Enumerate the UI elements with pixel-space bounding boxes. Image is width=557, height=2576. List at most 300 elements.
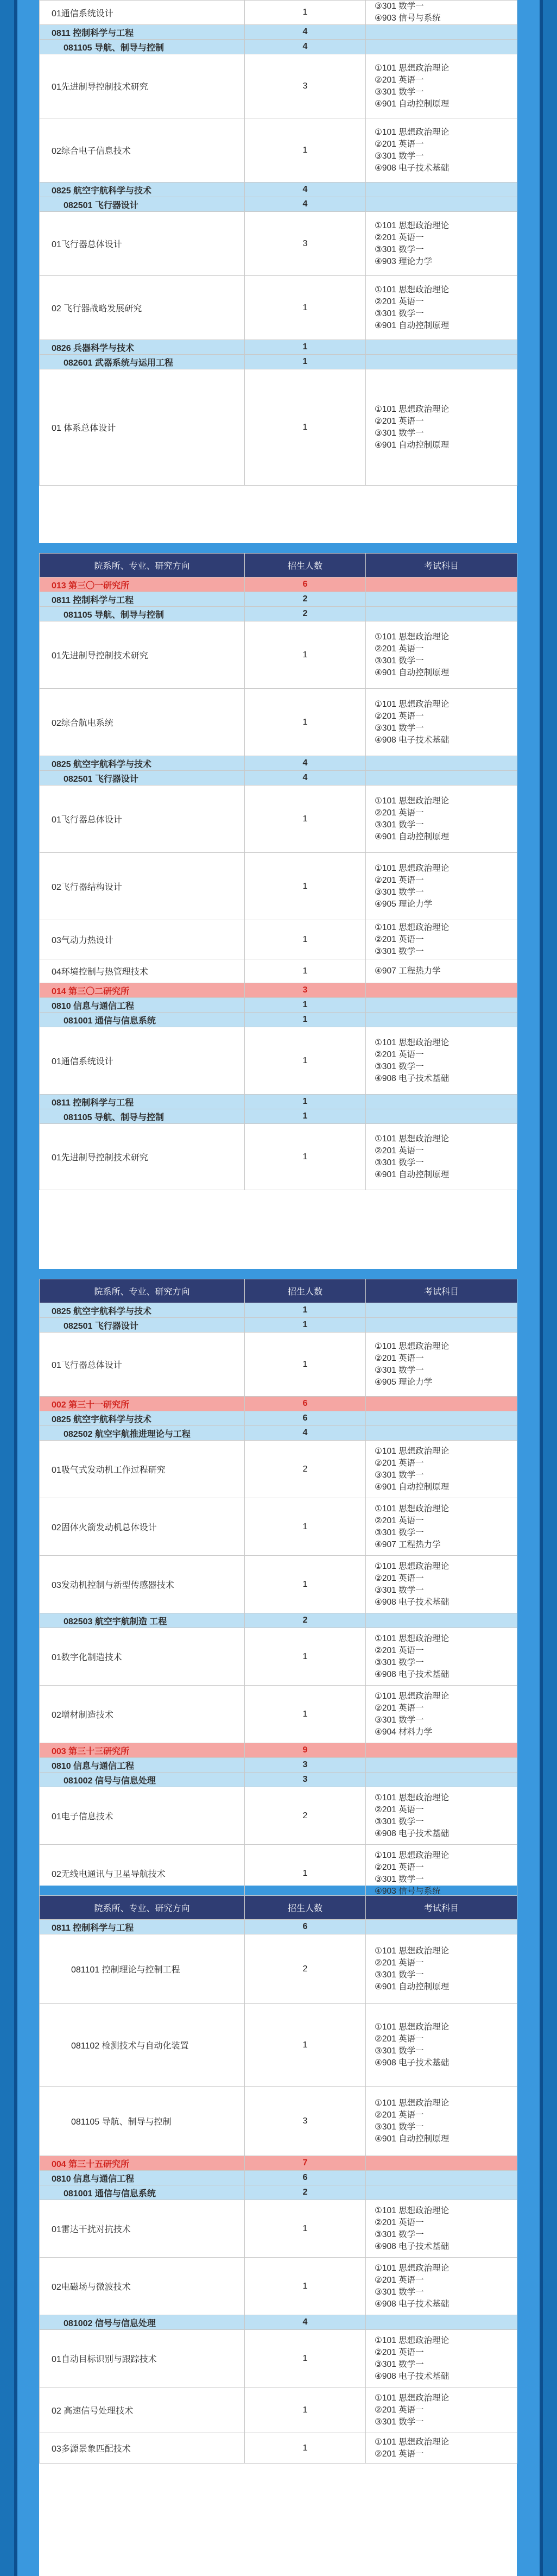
exam-subject: ②201 英语一	[375, 1645, 424, 1655]
exam-subject: ③301 数学一	[375, 2229, 424, 2239]
table-row	[40, 621, 517, 689]
exam-subject: ①101 思想政治理论	[375, 2335, 450, 2345]
exam-subject: ②201 英语一	[375, 233, 424, 242]
exam-subject: ①101 思想政治理论	[375, 1946, 450, 1956]
exam-subject: ④903 信号与系统	[375, 14, 441, 23]
exam-subject: ②201 英语一	[375, 1458, 424, 1468]
column-header-col2: 招生人数	[245, 554, 366, 577]
exam-subject: ③301 数学一	[375, 1817, 424, 1826]
enrollment-count: 4	[245, 756, 366, 771]
program-name: 0810 信息与通信工程	[40, 2171, 245, 2185]
program-name: 01先进制导控制技术研究	[40, 621, 245, 689]
table-row	[40, 1613, 517, 1628]
exam-subject: ②201 英语一	[375, 644, 424, 654]
exam-subject: ①101 思想政治理论	[375, 1446, 450, 1456]
enrollment-count: 3	[245, 54, 366, 118]
enrollment-count: 1	[245, 1628, 366, 1686]
exam-subject: ④908 电子技术基础	[375, 1669, 450, 1679]
table-row	[40, 1556, 517, 1613]
table-panel	[39, 553, 517, 1269]
exam-subject: ①101 思想政治理论	[375, 2437, 450, 2447]
enrollment-count: 1	[245, 276, 366, 340]
enrollment-count: 9	[245, 1743, 366, 1758]
exam-subject: ④908 电子技术基础	[375, 2299, 450, 2309]
table-row	[40, 1, 517, 25]
enrollment-count: 3	[245, 2087, 366, 2156]
column-header-col3: 考试科目	[366, 1896, 517, 1920]
exam-subjects	[366, 1095, 517, 1109]
program-name: 081105 导航、制导与控制	[40, 1109, 245, 1124]
program-name: 0811 控制科学与工程	[40, 1095, 245, 1109]
exam-subject: ③301 数学一	[375, 723, 424, 733]
exam-subject: ②201 英语一	[375, 1516, 424, 1525]
table-row	[40, 118, 517, 183]
program-name: 01数字化制造技术	[40, 1628, 245, 1686]
exam-subjects	[366, 2171, 517, 2185]
program-name: 01吸气式发动机工作过程研究	[40, 1441, 245, 1498]
exam-subject: ③301 数学一	[375, 1158, 424, 1167]
enrollment-count: 1	[245, 1109, 366, 1124]
enrollment-count: 1	[245, 1, 366, 25]
enrollment-count: 1	[245, 2330, 366, 2387]
program-name: 01先进制导控制技术研究	[40, 1124, 245, 1190]
enrollment-count: 2	[245, 592, 366, 607]
exam-subjects	[366, 920, 517, 959]
exam-subjects	[366, 1845, 517, 1902]
table-panel	[39, 1279, 517, 1896]
program-name: 013 第三〇一研究所	[40, 577, 245, 592]
exam-subject: ③301 数学一	[375, 428, 424, 438]
program-name: 01雷达干扰对抗技术	[40, 2200, 245, 2258]
program-name: 081105 导航、制导与控制	[40, 2087, 245, 2156]
exam-subject: ③301 数学一	[375, 2, 424, 11]
exam-subject: ①101 思想政治理论	[375, 1793, 450, 1802]
program-name: 082501 飞行器设计	[40, 1318, 245, 1333]
table-row	[40, 2315, 517, 2330]
table-row	[40, 2387, 517, 2433]
column-header-col1: 院系所、专业、研究方向	[40, 1279, 245, 1303]
table-row	[40, 1013, 517, 1027]
table-row	[40, 2171, 517, 2185]
exam-subjects	[366, 2200, 517, 2258]
program-name: 03气动力热设计	[40, 920, 245, 959]
enrollment-count: 1	[245, 621, 366, 689]
exam-subjects	[366, 1934, 517, 2004]
exam-subjects	[366, 1498, 517, 1556]
table-row	[40, 355, 517, 369]
exam-subject: ①101 思想政治理论	[375, 404, 450, 414]
exam-subjects	[366, 2330, 517, 2387]
exam-subject: ②201 英语一	[375, 1703, 424, 1713]
table-row	[40, 592, 517, 607]
exam-subject: ③301 数学一	[375, 1061, 424, 1071]
exam-subjects	[366, 1758, 517, 1773]
table-row	[40, 1743, 517, 1758]
exam-subject: ②201 英语一	[375, 2275, 424, 2285]
exam-subject: ②201 英语一	[375, 1146, 424, 1155]
exam-subject: ④907 工程热力学	[375, 966, 441, 976]
table-row	[40, 1333, 517, 1397]
program-name: 0825 航空宇航科学与技术	[40, 1411, 245, 1426]
program-name: 0825 航空宇航科学与技术	[40, 183, 245, 197]
table-row	[40, 1095, 517, 1109]
exam-subjects	[366, 2004, 517, 2087]
table-row	[40, 1628, 517, 1686]
program-name: 02飞行器结构设计	[40, 853, 245, 920]
exam-subject: ②201 英语一	[375, 875, 424, 885]
exam-subject: ①101 思想政治理论	[375, 1691, 450, 1701]
exam-subject: ②201 英语一	[375, 2110, 424, 2120]
admission-table	[39, 553, 517, 1190]
exam-subjects	[366, 1743, 517, 1758]
program-name: 081102 检测技术与自动化装置	[40, 2004, 245, 2087]
program-name: 002 第三十一研究所	[40, 1397, 245, 1411]
table-header-row	[40, 1279, 517, 1303]
exam-subject: ②201 英语一	[375, 711, 424, 721]
table-row	[40, 756, 517, 771]
exam-subjects	[366, 959, 517, 983]
exam-subjects	[366, 2258, 517, 2315]
program-name: 0810 信息与通信工程	[40, 1758, 245, 1773]
enrollment-count: 1	[245, 2004, 366, 2087]
program-name: 081101 控制理论与控制工程	[40, 1934, 245, 2004]
program-name: 081105 导航、制导与控制	[40, 40, 245, 54]
exam-subjects	[366, 2433, 517, 2464]
exam-subject: ③301 数学一	[375, 887, 424, 897]
program-name: 01飞行器总体设计	[40, 212, 245, 276]
table-panel	[39, 1895, 517, 2576]
program-name: 02无线电通讯与卫星导航技术	[40, 1845, 245, 1902]
exam-subject: ④903 理论力学	[375, 256, 433, 266]
exam-subject: ④905 理论力学	[375, 899, 433, 909]
exam-subjects	[366, 2185, 517, 2200]
exam-subjects	[366, 607, 517, 621]
exam-subject: ④904 材料力学	[375, 1727, 433, 1737]
admission-table	[39, 1895, 517, 2464]
program-name: 02固体火箭发动机总体设计	[40, 1498, 245, 1556]
table-row	[40, 276, 517, 340]
table-row	[40, 212, 517, 276]
exam-subject: ③301 数学一	[375, 1715, 424, 1725]
column-header-col1: 院系所、专业、研究方向	[40, 554, 245, 577]
table-row	[40, 1787, 517, 1845]
exam-subject: ①101 思想政治理论	[375, 2206, 450, 2215]
column-header-col2: 招生人数	[245, 1896, 366, 1920]
exam-subjects	[366, 1773, 517, 1787]
enrollment-count: 1	[245, 1095, 366, 1109]
exam-subject: ②201 英语一	[375, 1958, 424, 1968]
enrollment-count: 1	[245, 786, 366, 853]
exam-subject: ④901 自动控制原理	[375, 1170, 450, 1179]
exam-subject: ②201 英语一	[375, 1805, 424, 1814]
exam-subjects	[366, 1397, 517, 1411]
enrollment-count: 1	[245, 2387, 366, 2433]
exam-subjects	[366, 1441, 517, 1498]
exam-subject: ④905 理论力学	[375, 1377, 433, 1387]
table-row	[40, 54, 517, 118]
exam-subject: ①101 思想政治理论	[375, 1134, 450, 1144]
exam-subjects	[366, 1027, 517, 1095]
enrollment-count: 1	[245, 118, 366, 183]
enrollment-count: 1	[245, 1124, 366, 1190]
program-name: 082502 航空宇航推进理论与工程	[40, 1426, 245, 1441]
enrollment-count: 1	[245, 1845, 366, 1902]
exam-subject: ④901 自动控制原理	[375, 99, 450, 109]
exam-subject: ③301 数学一	[375, 1470, 424, 1480]
exam-subject: ④908 电子技术基础	[375, 1597, 450, 1607]
column-header-col2: 招生人数	[245, 1279, 366, 1303]
table-row	[40, 1498, 517, 1556]
exam-subjects	[366, 756, 517, 771]
enrollment-count: 1	[245, 1303, 366, 1318]
program-name: 01飞行器总体设计	[40, 786, 245, 853]
enrollment-count: 4	[245, 197, 366, 212]
exam-subject: ③301 数学一	[375, 2287, 424, 2297]
exam-subject: ②201 英语一	[375, 1862, 424, 1872]
enrollment-count: 1	[245, 1333, 366, 1397]
exam-subjects	[366, 183, 517, 197]
exam-subject: ②201 英语一	[375, 75, 424, 85]
exam-subject: ④908 电子技术基础	[375, 2058, 450, 2068]
exam-subject: ③301 数学一	[375, 820, 424, 830]
table-row	[40, 1441, 517, 1498]
exam-subject: ①101 思想政治理论	[375, 285, 450, 294]
exam-subjects	[366, 54, 517, 118]
exam-subject: ③301 数学一	[375, 1874, 424, 1884]
table-row	[40, 2200, 517, 2258]
exam-subjects	[366, 1333, 517, 1397]
program-name: 003 第三十三研究所	[40, 1743, 245, 1758]
exam-subject: ①101 思想政治理论	[375, 127, 450, 137]
exam-subject: ②201 英语一	[375, 139, 424, 149]
exam-subject: ①101 思想政治理论	[375, 63, 450, 73]
program-name: 004 第三十五研究所	[40, 2156, 245, 2171]
exam-subjects	[366, 1628, 517, 1686]
exam-subjects	[366, 983, 517, 998]
exam-subjects	[366, 786, 517, 853]
table-row	[40, 1934, 517, 2004]
enrollment-count: 4	[245, 771, 366, 786]
enrollment-count: 1	[245, 1686, 366, 1743]
table-row	[40, 1303, 517, 1318]
program-name: 01自动目标识别与跟踪技术	[40, 2330, 245, 2387]
exam-subject: ②201 英语一	[375, 1353, 424, 1363]
exam-subject: ④901 自动控制原理	[375, 321, 450, 330]
exam-subject: ④908 电子技术基础	[375, 163, 450, 173]
enrollment-count: 6	[245, 577, 366, 592]
program-name: 0811 控制科学与工程	[40, 25, 245, 40]
table-row	[40, 1773, 517, 1787]
exam-subject: ①101 思想政治理论	[375, 2022, 450, 2032]
table-row	[40, 183, 517, 197]
exam-subject: ①101 思想政治理论	[375, 1038, 450, 1047]
exam-subject: ③301 数学一	[375, 2417, 424, 2427]
exam-subject: ①101 思想政治理论	[375, 2098, 450, 2108]
exam-subject: ③301 数学一	[375, 1657, 424, 1667]
enrollment-count: 1	[245, 1498, 366, 1556]
enrollment-count: 6	[245, 1397, 366, 1411]
enrollment-count: 2	[245, 607, 366, 621]
program-name: 081001 通信与信息系统	[40, 2185, 245, 2200]
exam-subjects	[366, 1124, 517, 1190]
exam-subject: ②201 英语一	[375, 2217, 424, 2227]
table-row	[40, 1318, 517, 1333]
exam-subjects	[366, 1, 517, 25]
admission-table	[39, 0, 517, 486]
table-row	[40, 2004, 517, 2087]
exam-subject: ③301 数学一	[375, 244, 424, 254]
table-row	[40, 40, 517, 54]
program-name: 01飞行器总体设计	[40, 1333, 245, 1397]
enrollment-count: 4	[245, 183, 366, 197]
enrollment-count: 1	[245, 1556, 366, 1613]
exam-subject: ④908 电子技术基础	[375, 1829, 450, 1838]
exam-subjects	[366, 369, 517, 486]
exam-subjects	[366, 1920, 517, 1934]
exam-subjects	[366, 212, 517, 276]
program-name: 0811 控制科学与工程	[40, 1920, 245, 1934]
exam-subjects	[366, 197, 517, 212]
program-name: 081001 通信与信息系统	[40, 1013, 245, 1027]
table-row	[40, 771, 517, 786]
table-row	[40, 1426, 517, 1441]
table-row	[40, 2087, 517, 2156]
exam-subject: ③301 数学一	[375, 151, 424, 161]
table-header-row	[40, 1896, 517, 1920]
table-row	[40, 1109, 517, 1124]
table-row	[40, 340, 517, 355]
enrollment-count: 1	[245, 2200, 366, 2258]
enrollment-count: 4	[245, 40, 366, 54]
exam-subject: ①101 思想政治理论	[375, 221, 450, 230]
exam-subject: ①101 思想政治理论	[375, 699, 450, 709]
program-name: 04环境控制与热管理技术	[40, 959, 245, 983]
exam-subject: ②201 英语一	[375, 2405, 424, 2415]
program-name: 02电磁场与微波技术	[40, 2258, 245, 2315]
exam-subject: ④908 电子技术基础	[375, 2241, 450, 2251]
exam-subject: ②201 英语一	[375, 416, 424, 426]
exam-subjects	[366, 1318, 517, 1333]
program-name: 02增材制造技术	[40, 1686, 245, 1743]
exam-subject: ②201 英语一	[375, 934, 424, 944]
exam-subjects	[366, 1686, 517, 1743]
exam-subject: ②201 英语一	[375, 1573, 424, 1583]
table-row	[40, 369, 517, 486]
enrollment-count: 6	[245, 1411, 366, 1426]
table-row	[40, 2330, 517, 2387]
table-row	[40, 2185, 517, 2200]
exam-subjects	[366, 355, 517, 369]
exam-subjects	[366, 1109, 517, 1124]
enrollment-count: 1	[245, 1027, 366, 1095]
enrollment-count: 1	[245, 920, 366, 959]
exam-subjects	[366, 1613, 517, 1628]
column-header-col1: 院系所、专业、研究方向	[40, 1896, 245, 1920]
enrollment-count: 1	[245, 369, 366, 486]
table-row	[40, 1411, 517, 1426]
exam-subjects	[366, 1411, 517, 1426]
table-row	[40, 786, 517, 853]
table-row	[40, 983, 517, 998]
exam-subject: ④903 信号与系统	[375, 1886, 441, 1896]
table-row	[40, 1758, 517, 1773]
enrollment-count: 2	[245, 1787, 366, 1845]
exam-subjects	[366, 340, 517, 355]
enrollment-count: 1	[245, 2258, 366, 2315]
exam-subject: ②201 英语一	[375, 2449, 424, 2459]
exam-subject: ①101 思想政治理论	[375, 922, 450, 932]
column-header-col3: 考试科目	[366, 554, 517, 577]
program-name: 02 飞行器战略发展研究	[40, 276, 245, 340]
exam-subject: ①101 思想政治理论	[375, 1850, 450, 1860]
exam-subject: ①101 思想政治理论	[375, 1341, 450, 1351]
exam-subjects	[366, 1787, 517, 1845]
enrollment-count: 7	[245, 2156, 366, 2171]
exam-subject: ③301 数学一	[375, 2046, 424, 2056]
enrollment-count: 4	[245, 2315, 366, 2330]
program-name: 081002 信号与信息处理	[40, 2315, 245, 2330]
exam-subject: ③301 数学一	[375, 309, 424, 318]
exam-subjects	[366, 2315, 517, 2330]
exam-subject: ②201 英语一	[375, 297, 424, 306]
exam-subject: ②201 英语一	[375, 808, 424, 818]
enrollment-count: 6	[245, 2171, 366, 2185]
enrollment-count: 2	[245, 1613, 366, 1628]
exam-subject: ③301 数学一	[375, 656, 424, 665]
program-name: 0826 兵器科学与技术	[40, 340, 245, 355]
exam-subjects	[366, 689, 517, 756]
exam-subjects	[366, 621, 517, 689]
enrollment-count: 2	[245, 1441, 366, 1498]
table-row	[40, 197, 517, 212]
table-row	[40, 959, 517, 983]
exam-subjects	[366, 40, 517, 54]
program-name: 02 高速信号处理技术	[40, 2387, 245, 2433]
program-name: 082501 飞行器设计	[40, 197, 245, 212]
program-name: 02综合航电系统	[40, 689, 245, 756]
enrollment-count: 1	[245, 2433, 366, 2464]
program-name: 01电子信息技术	[40, 1787, 245, 1845]
program-name: 02综合电子信息技术	[40, 118, 245, 183]
exam-subjects	[366, 998, 517, 1013]
program-name: 082503 航空宇航制造 工程	[40, 1613, 245, 1628]
enrollment-count: 4	[245, 1426, 366, 1441]
exam-subjects	[366, 25, 517, 40]
exam-subjects	[366, 118, 517, 183]
program-name: 01通信系统设计	[40, 1, 245, 25]
exam-subject: ①101 思想政治理论	[375, 2393, 450, 2403]
enrollment-count: 3	[245, 983, 366, 998]
exam-subject: ④901 自动控制原理	[375, 668, 450, 677]
exam-subject: ③301 数学一	[375, 87, 424, 97]
exam-subject: ④907 工程热力学	[375, 1540, 441, 1549]
table-row	[40, 577, 517, 592]
exam-subjects	[366, 853, 517, 920]
program-name: 081002 信号与信息处理	[40, 1773, 245, 1787]
exam-subject: ③301 数学一	[375, 2122, 424, 2132]
exam-subject: ③301 数学一	[375, 2359, 424, 2369]
exam-subject: ④901 自动控制原理	[375, 832, 450, 841]
exam-subject: ③301 数学一	[375, 1528, 424, 1537]
exam-subject: ③301 数学一	[375, 1970, 424, 1980]
exam-subject: ②201 英语一	[375, 1050, 424, 1059]
exam-subject: ④901 自动控制原理	[375, 1482, 450, 1492]
table-row	[40, 1920, 517, 1934]
table-row	[40, 853, 517, 920]
exam-subject: ③301 数学一	[375, 1365, 424, 1375]
exam-subject: ①101 思想政治理论	[375, 632, 450, 642]
program-name: 081105 导航、制导与控制	[40, 607, 245, 621]
